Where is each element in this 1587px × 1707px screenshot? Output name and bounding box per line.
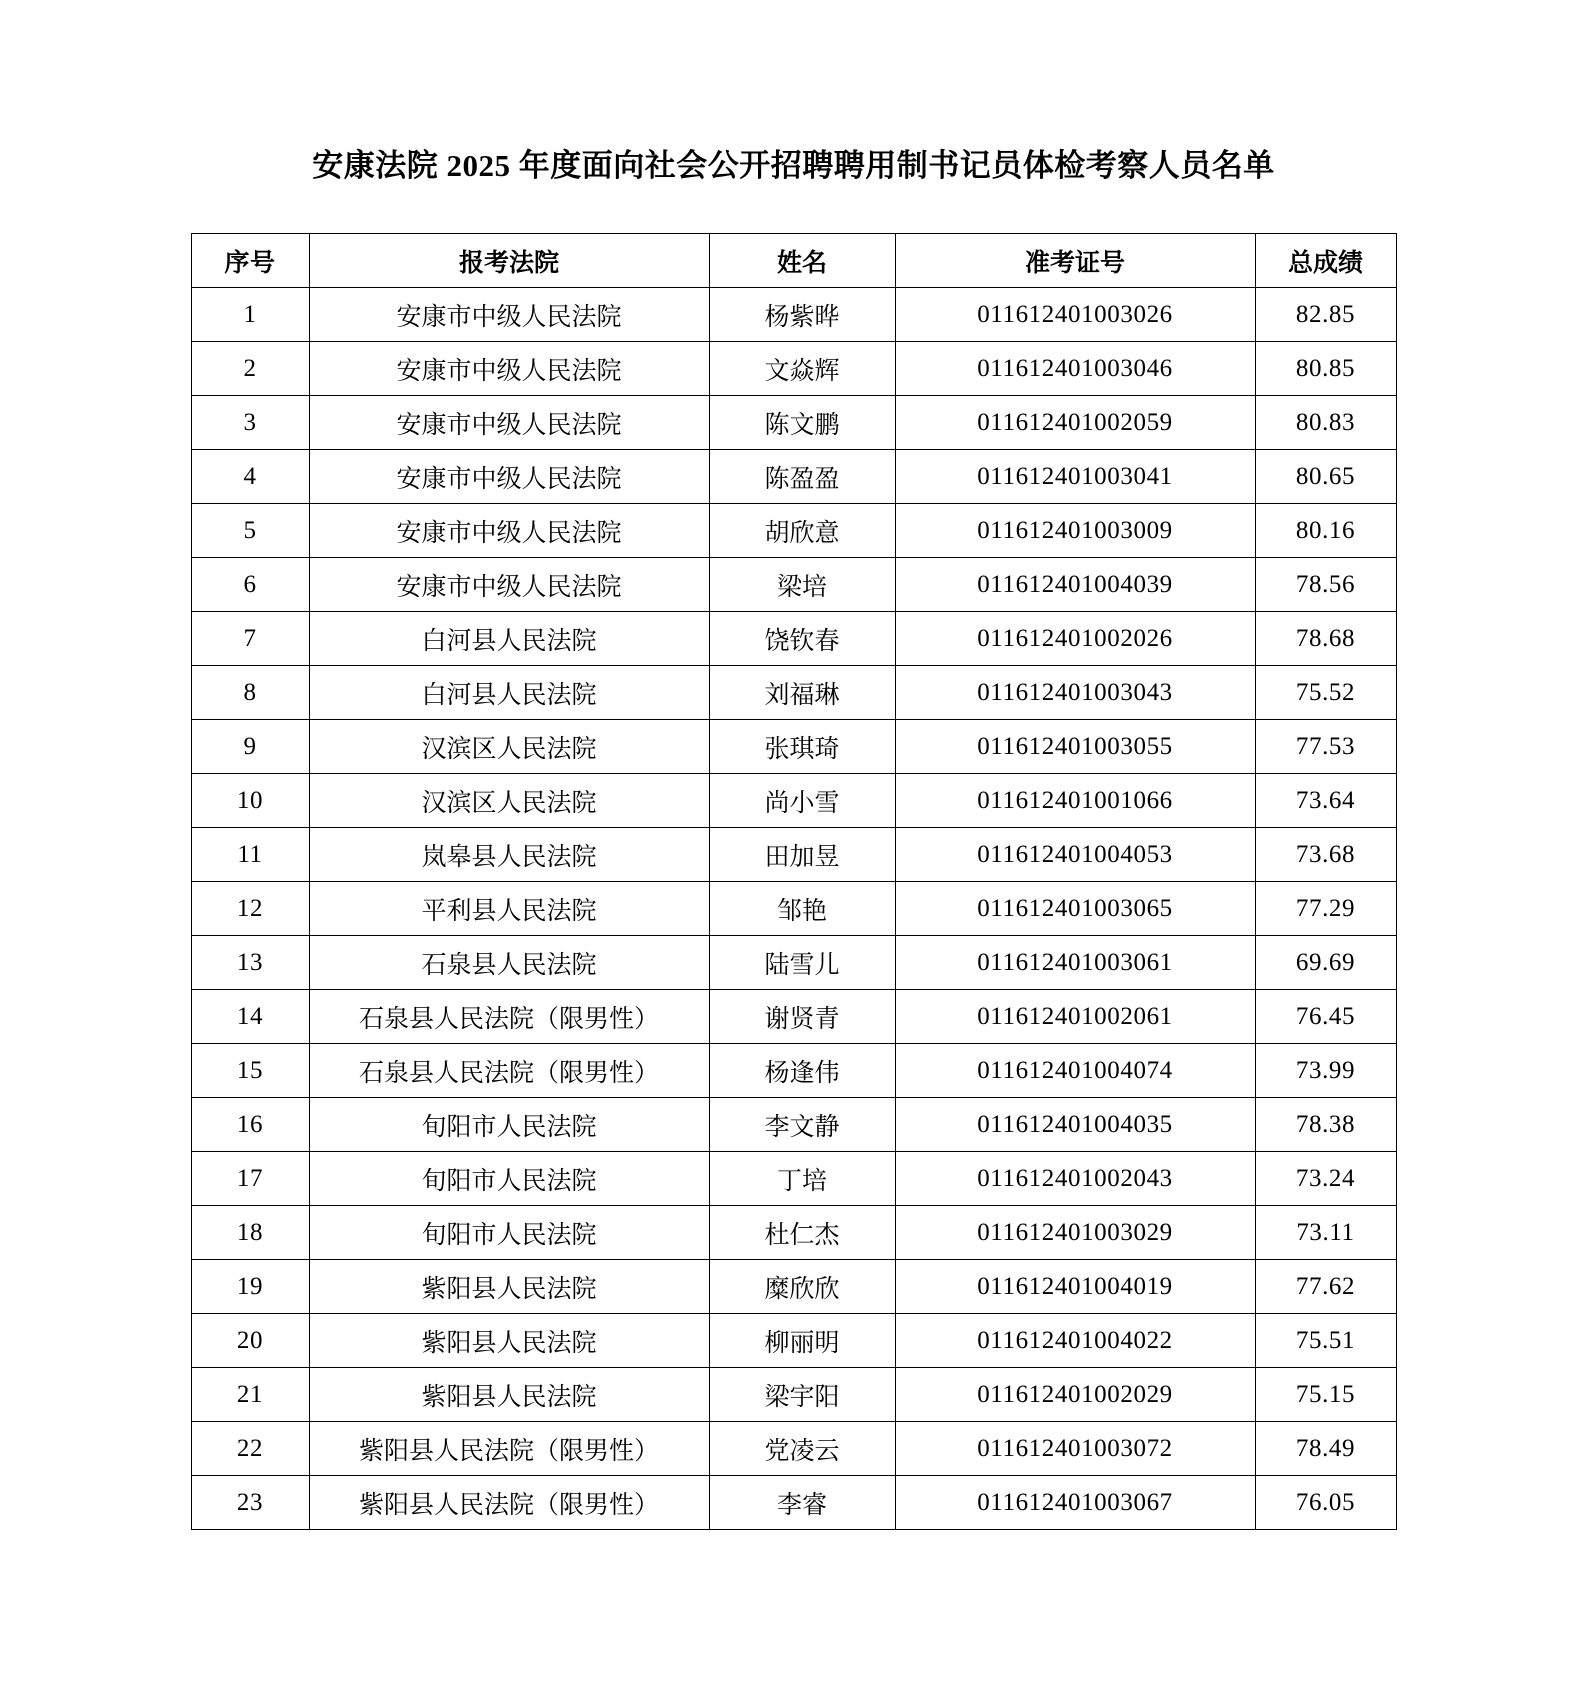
cell-score: 73.99 (1255, 1044, 1396, 1098)
cell-name: 陈文鹏 (709, 396, 895, 450)
cell-court: 旬阳市人民法院 (309, 1152, 709, 1206)
table-row (191, 828, 1396, 882)
cell-index: 10 (191, 774, 309, 828)
cell-index: 14 (191, 990, 309, 1044)
cell-court: 紫阳县人民法院 (309, 1260, 709, 1314)
cell-name: 胡欣意 (709, 504, 895, 558)
cell-score: 76.05 (1255, 1476, 1396, 1530)
cell-ticket: 011612401004019 (895, 1260, 1255, 1314)
column-header-court: 报考法院 (309, 234, 709, 288)
table-body (191, 288, 1396, 1530)
cell-score: 78.38 (1255, 1098, 1396, 1152)
table-row (191, 1260, 1396, 1314)
cell-name: 丁培 (709, 1152, 895, 1206)
cell-index: 18 (191, 1206, 309, 1260)
cell-name: 糜欣欣 (709, 1260, 895, 1314)
cell-court: 紫阳县人民法院（限男性） (309, 1422, 709, 1476)
table-row (191, 396, 1396, 450)
cell-index: 6 (191, 558, 309, 612)
cell-name: 党凌云 (709, 1422, 895, 1476)
table-row (191, 990, 1396, 1044)
cell-ticket: 011612401003026 (895, 288, 1255, 342)
cell-name: 饶钦春 (709, 612, 895, 666)
cell-index: 4 (191, 450, 309, 504)
table-row (191, 1476, 1396, 1530)
cell-court: 石泉县人民法院（限男性） (309, 1044, 709, 1098)
table-row (191, 720, 1396, 774)
cell-court: 石泉县人民法院 (309, 936, 709, 990)
cell-index: 2 (191, 342, 309, 396)
cell-index: 5 (191, 504, 309, 558)
table-row (191, 1368, 1396, 1422)
cell-ticket: 011612401003072 (895, 1422, 1255, 1476)
cell-index: 3 (191, 396, 309, 450)
cell-score: 80.65 (1255, 450, 1396, 504)
page-title: 安康法院 2025 年度面向社会公开招聘聘用制书记员体检考察人员名单 (312, 148, 1275, 183)
cell-score: 73.11 (1255, 1206, 1396, 1260)
cell-court: 安康市中级人民法院 (309, 288, 709, 342)
cell-score: 77.62 (1255, 1260, 1396, 1314)
cell-index: 20 (191, 1314, 309, 1368)
cell-name: 柳丽明 (709, 1314, 895, 1368)
cell-index: 17 (191, 1152, 309, 1206)
cell-court: 汉滨区人民法院 (309, 774, 709, 828)
cell-court: 白河县人民法院 (309, 666, 709, 720)
cell-ticket: 011612401002059 (895, 396, 1255, 450)
cell-name: 文焱辉 (709, 342, 895, 396)
cell-court: 安康市中级人民法院 (309, 504, 709, 558)
cell-name: 梁宇阳 (709, 1368, 895, 1422)
cell-court: 旬阳市人民法院 (309, 1098, 709, 1152)
cell-score: 69.69 (1255, 936, 1396, 990)
column-header-score: 总成绩 (1255, 234, 1396, 288)
cell-court: 石泉县人民法院（限男性） (309, 990, 709, 1044)
cell-ticket: 011612401003043 (895, 666, 1255, 720)
cell-score: 73.68 (1255, 828, 1396, 882)
table-row (191, 288, 1396, 342)
cell-index: 13 (191, 936, 309, 990)
cell-score: 82.85 (1255, 288, 1396, 342)
cell-court: 安康市中级人民法院 (309, 558, 709, 612)
roster-table-wrapper (0, 233, 1587, 1530)
cell-name: 李文静 (709, 1098, 895, 1152)
cell-ticket: 011612401004039 (895, 558, 1255, 612)
cell-score: 80.83 (1255, 396, 1396, 450)
cell-score: 73.24 (1255, 1152, 1396, 1206)
table-row (191, 882, 1396, 936)
cell-index: 9 (191, 720, 309, 774)
column-header-ticket: 准考证号 (895, 234, 1255, 288)
cell-name: 梁培 (709, 558, 895, 612)
cell-score: 78.56 (1255, 558, 1396, 612)
cell-ticket: 011612401003029 (895, 1206, 1255, 1260)
cell-score: 77.53 (1255, 720, 1396, 774)
cell-court: 紫阳县人民法院（限男性） (309, 1476, 709, 1530)
cell-score: 78.49 (1255, 1422, 1396, 1476)
table-row (191, 612, 1396, 666)
table-row (191, 1314, 1396, 1368)
table-row (191, 342, 1396, 396)
cell-court: 白河县人民法院 (309, 612, 709, 666)
table-row (191, 936, 1396, 990)
table-row (191, 1152, 1396, 1206)
cell-index: 21 (191, 1368, 309, 1422)
cell-ticket: 011612401001066 (895, 774, 1255, 828)
cell-index: 23 (191, 1476, 309, 1530)
cell-ticket: 011612401003041 (895, 450, 1255, 504)
cell-ticket: 011612401003061 (895, 936, 1255, 990)
cell-score: 78.68 (1255, 612, 1396, 666)
cell-name: 杜仁杰 (709, 1206, 895, 1260)
cell-court: 紫阳县人民法院 (309, 1368, 709, 1422)
cell-name: 陈盈盈 (709, 450, 895, 504)
cell-ticket: 011612401003009 (895, 504, 1255, 558)
cell-score: 75.51 (1255, 1314, 1396, 1368)
cell-index: 19 (191, 1260, 309, 1314)
cell-ticket: 011612401003065 (895, 882, 1255, 936)
cell-index: 15 (191, 1044, 309, 1098)
cell-ticket: 011612401004074 (895, 1044, 1255, 1098)
cell-name: 杨紫晔 (709, 288, 895, 342)
cell-ticket: 011612401002026 (895, 612, 1255, 666)
table-row (191, 774, 1396, 828)
cell-index: 1 (191, 288, 309, 342)
cell-name: 张琪琦 (709, 720, 895, 774)
table-row (191, 1206, 1396, 1260)
column-header-index: 序号 (191, 234, 309, 288)
cell-name: 李睿 (709, 1476, 895, 1530)
cell-score: 77.29 (1255, 882, 1396, 936)
cell-court: 平利县人民法院 (309, 882, 709, 936)
column-header-name: 姓名 (709, 234, 895, 288)
cell-court: 安康市中级人民法院 (309, 450, 709, 504)
cell-score: 80.85 (1255, 342, 1396, 396)
table-row (191, 504, 1396, 558)
cell-name: 田加昱 (709, 828, 895, 882)
cell-index: 11 (191, 828, 309, 882)
cell-ticket: 011612401002029 (895, 1368, 1255, 1422)
cell-name: 刘福琳 (709, 666, 895, 720)
cell-ticket: 011612401003055 (895, 720, 1255, 774)
cell-index: 16 (191, 1098, 309, 1152)
cell-score: 75.15 (1255, 1368, 1396, 1422)
table-row (191, 1098, 1396, 1152)
table-header-row (191, 234, 1396, 288)
cell-ticket: 011612401003046 (895, 342, 1255, 396)
cell-index: 22 (191, 1422, 309, 1476)
table-row (191, 450, 1396, 504)
cell-index: 7 (191, 612, 309, 666)
table-header (191, 234, 1396, 288)
cell-score: 76.45 (1255, 990, 1396, 1044)
cell-index: 8 (191, 666, 309, 720)
cell-name: 谢贤青 (709, 990, 895, 1044)
cell-court: 汉滨区人民法院 (309, 720, 709, 774)
cell-court: 岚皋县人民法院 (309, 828, 709, 882)
cell-ticket: 011612401003067 (895, 1476, 1255, 1530)
table-row (191, 1422, 1396, 1476)
roster-table (191, 233, 1397, 1530)
cell-court: 安康市中级人民法院 (309, 396, 709, 450)
cell-name: 陆雪儿 (709, 936, 895, 990)
table-row (191, 666, 1396, 720)
cell-ticket: 011612401002043 (895, 1152, 1255, 1206)
cell-court: 安康市中级人民法院 (309, 342, 709, 396)
cell-ticket: 011612401004022 (895, 1314, 1255, 1368)
table-row (191, 1044, 1396, 1098)
cell-index: 12 (191, 882, 309, 936)
table-row (191, 558, 1396, 612)
cell-name: 尚小雪 (709, 774, 895, 828)
cell-ticket: 011612401004053 (895, 828, 1255, 882)
cell-score: 75.52 (1255, 666, 1396, 720)
cell-score: 73.64 (1255, 774, 1396, 828)
cell-court: 紫阳县人民法院 (309, 1314, 709, 1368)
cell-court: 旬阳市人民法院 (309, 1206, 709, 1260)
cell-score: 80.16 (1255, 504, 1396, 558)
cell-ticket: 011612401004035 (895, 1098, 1255, 1152)
cell-name: 邹艳 (709, 882, 895, 936)
cell-ticket: 011612401002061 (895, 990, 1255, 1044)
cell-name: 杨逢伟 (709, 1044, 895, 1098)
